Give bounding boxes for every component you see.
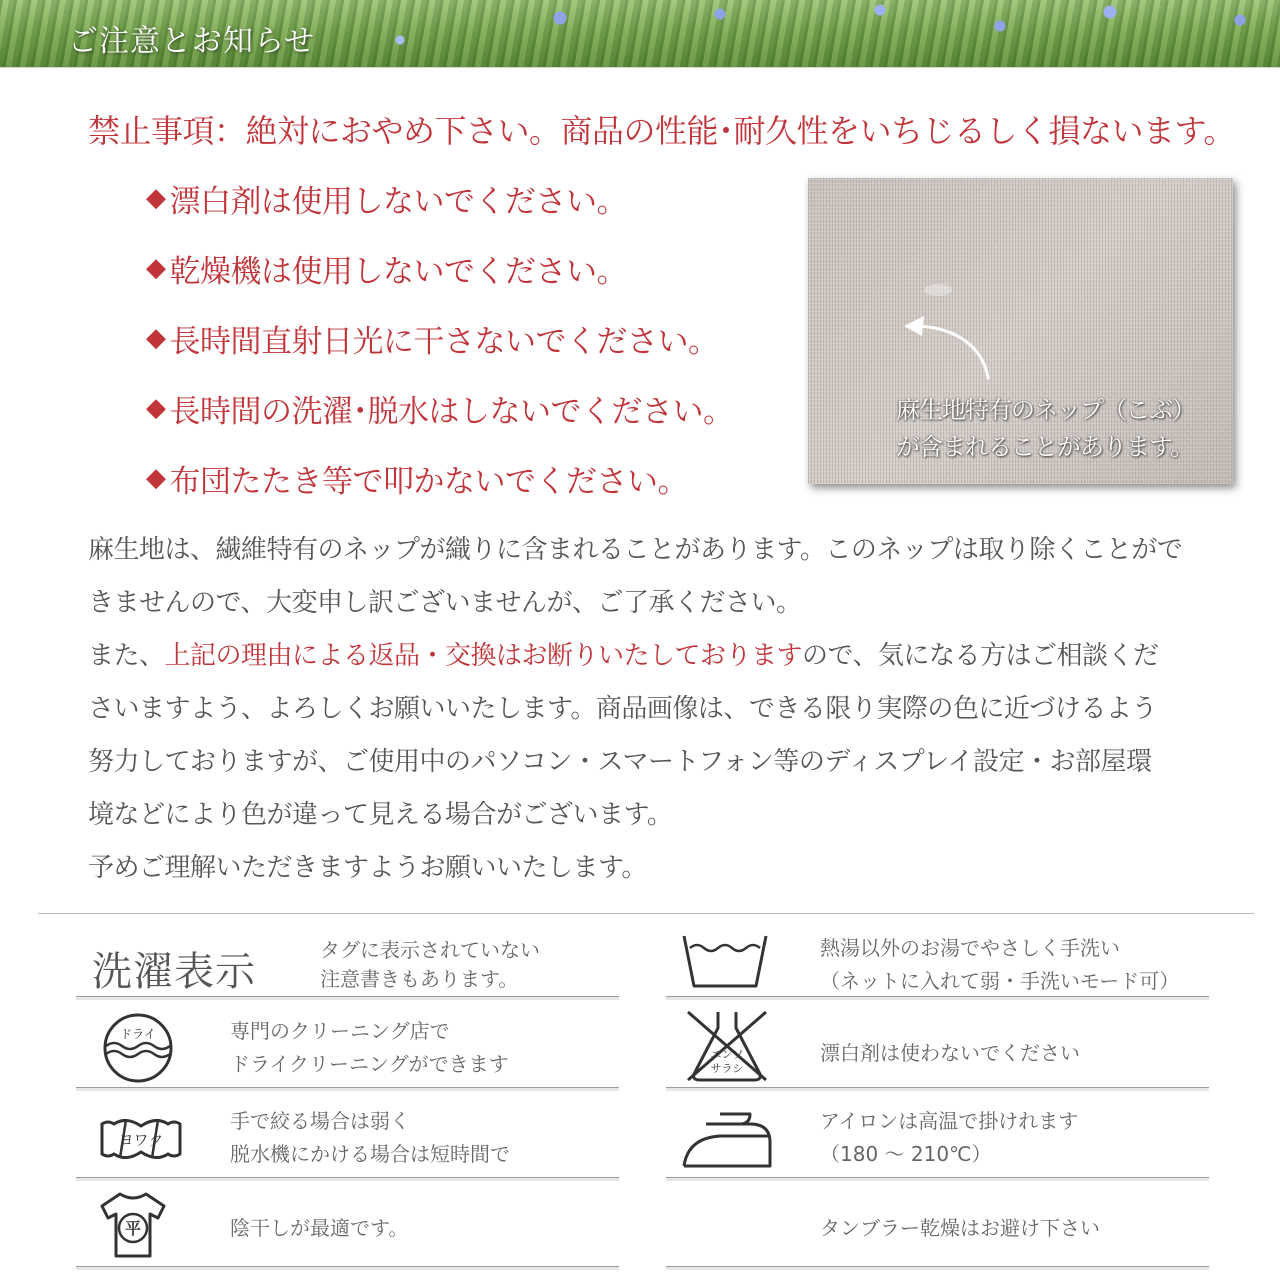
prohibition-text: 布団たたき等で叩かないでください。 bbox=[169, 464, 688, 500]
paragraph-line: 努力しておりますが、ご使用中のパソコン・スマートフォン等のディスプレイ設定・お部屋環 bbox=[88, 747, 1152, 777]
prohibition-text: 漂白剤は使用しないでください。 bbox=[169, 184, 627, 220]
prohibition-item bbox=[146, 176, 734, 246]
diamond-bullet-icon: ◆ bbox=[146, 463, 166, 493]
care-text-line: 手で絞る場合は弱く bbox=[230, 1109, 410, 1133]
warning-heading: 禁止事項：絶対におやめ下さい。商品の性能･耐久性をいちじるしく損ないます。 bbox=[88, 112, 1235, 150]
prohibition-item bbox=[146, 246, 734, 316]
diamond-bullet-icon: ◆ bbox=[146, 253, 166, 283]
care-title: 洗濯表示 bbox=[92, 949, 256, 995]
diamond-bullet-icon: ◆ bbox=[146, 183, 166, 213]
row-divider bbox=[76, 1177, 619, 1181]
row-divider bbox=[76, 996, 619, 1000]
prohibition-item bbox=[146, 386, 734, 456]
icon-label: エンソ bbox=[710, 1048, 744, 1061]
care-note bbox=[320, 936, 540, 994]
care-item-text bbox=[230, 1015, 509, 1081]
row-divider bbox=[666, 1266, 1209, 1270]
note-line: タグに表示されていない bbox=[320, 938, 540, 962]
paragraph-line: きませんので、大変申し訳ございませんが、ご了承ください。 bbox=[88, 588, 802, 618]
care-text-line: （ネットに入れて弱・手洗いモード可） bbox=[820, 969, 1180, 993]
care-text-line: 漂白剤は使わないでください bbox=[820, 1041, 1080, 1065]
banner-title: ご注意とお知らせ bbox=[68, 24, 316, 59]
paragraph-line: 麻生地は、繊維特有のネップが織りに含まれることがあります。このネップは取り除くことがで bbox=[88, 535, 1183, 565]
prohibition-item bbox=[146, 456, 734, 526]
row-divider bbox=[76, 1087, 619, 1091]
care-text-line: 専門のクリーニング店で bbox=[230, 1019, 450, 1043]
caption-line: 麻生地特有のネップ（こぶ） bbox=[896, 396, 1195, 424]
prohibition-text: 長時間直射日光に干さないでください。 bbox=[169, 324, 719, 360]
icon-label: ヨワク bbox=[118, 1131, 164, 1149]
paragraph-line: さいますよう、よろしくお願いいたします。商品画像は、できる限り実際の色に近づけるよう bbox=[88, 694, 1157, 724]
iron-icon bbox=[680, 1108, 774, 1170]
prohibition-text: 乾燥機は使用しないでください。 bbox=[169, 254, 627, 290]
fabric-caption bbox=[896, 392, 1195, 466]
wring-icon bbox=[96, 1112, 186, 1164]
care-text-line: ドライクリーニングができます bbox=[230, 1052, 509, 1076]
prohibition-list bbox=[146, 176, 734, 526]
paragraph-line bbox=[88, 630, 1248, 683]
diamond-bullet-icon: ◆ bbox=[146, 393, 166, 423]
icon-label: ドライ bbox=[120, 1027, 156, 1041]
notice-paragraph bbox=[88, 524, 1248, 895]
row-divider bbox=[666, 1087, 1209, 1091]
care-item-text bbox=[820, 1212, 1100, 1245]
note-line: 注意書きもあります。 bbox=[320, 967, 519, 991]
care-text-line: アイロンは高温で掛けれます bbox=[820, 1109, 1079, 1133]
header-banner bbox=[0, 0, 1280, 68]
care-item-text bbox=[230, 1212, 408, 1245]
dry-clean-icon bbox=[98, 1012, 178, 1084]
hand-wash-icon bbox=[680, 928, 770, 990]
care-item-text bbox=[820, 932, 1179, 998]
text-segment: ので、気になる方はご相談くだ bbox=[802, 641, 1159, 671]
care-text-line: 陰干しが最適です。 bbox=[230, 1216, 409, 1240]
icon-label: サラシ bbox=[710, 1062, 744, 1075]
caption-line: が含まれることがあります。 bbox=[896, 433, 1194, 461]
paragraph-line: 予めご理解いただきますようお願いいたします。 bbox=[88, 853, 647, 883]
care-item-text bbox=[820, 1037, 1080, 1070]
no-bleach-icon bbox=[684, 1008, 770, 1084]
text-segment: また、 bbox=[88, 641, 165, 671]
return-policy-highlight: 上記の理由による返品・交換はお断りいたしております bbox=[164, 641, 803, 671]
care-item-text bbox=[230, 1105, 510, 1171]
prohibition-item bbox=[146, 316, 734, 386]
care-text-line: 脱水機にかける場合は短時間で bbox=[230, 1142, 510, 1166]
care-text-line: 熱湯以外のお湯でやさしく手洗い bbox=[820, 936, 1120, 960]
fabric-photo bbox=[808, 178, 1233, 484]
care-text-line: （180 ～ 210℃） bbox=[820, 1142, 992, 1166]
prohibition-text: 長時間の洗濯･脱水はしないでください。 bbox=[169, 394, 734, 430]
row-divider bbox=[666, 1177, 1209, 1181]
section-divider bbox=[38, 913, 1254, 914]
icon-label: 平 bbox=[124, 1219, 142, 1238]
row-divider bbox=[76, 1266, 619, 1270]
paragraph-line: 境などにより色が違って見える場合がございます。 bbox=[88, 800, 673, 830]
diamond-bullet-icon: ◆ bbox=[146, 323, 166, 353]
flat-dry-icon bbox=[98, 1186, 168, 1266]
care-item-text bbox=[820, 1105, 1078, 1171]
care-text-line: タンブラー乾燥はお避け下さい bbox=[820, 1216, 1100, 1240]
